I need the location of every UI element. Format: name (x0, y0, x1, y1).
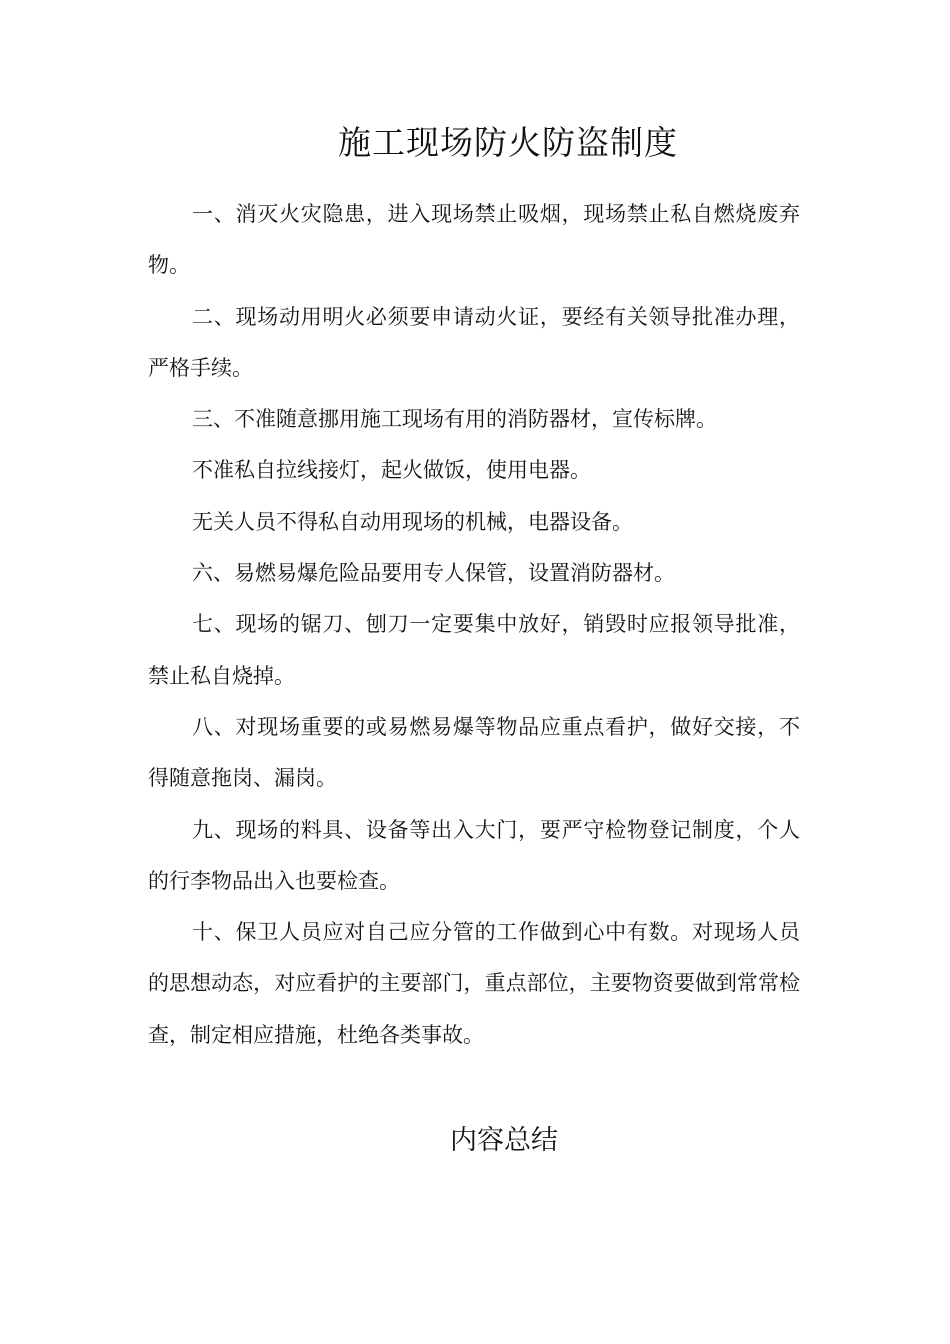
paragraph-5: 无关人员不得私自动用现场的机械，电器设备。 (192, 509, 633, 534)
paragraph-8: 八、对现场重要的或易燃易爆等物品应重点看护，做好交接，不得随意拖岗、漏岗。 (148, 714, 800, 791)
paragraph-3: 三、不准随意挪用施工现场有用的消防器材，宣传标牌。 (192, 407, 717, 432)
paragraph-1: 一、消灭火灾隐患，进入现场禁止吸烟，现场禁止私自燃烧废弃物。 (148, 202, 800, 278)
document-body (148, 189, 800, 1061)
summary-heading: 内容总结 (450, 1125, 558, 1156)
paragraph-2: 二、现场动用明火必须要申请动火证，要经有关领导批准办理，严格手续。 (148, 304, 800, 380)
paragraph-6: 六、易燃易爆危险品要用专人保管，设置消防器材。 (192, 561, 675, 586)
paragraph-10: 十、保卫人员应对自己应分管的工作做到心中有数。对现场人员的思想动态，对应看护的主要部门，重点部位，主要物资要做到常常检查，制定相应措施，杜绝各类事故。 (148, 920, 800, 1047)
paragraph-7: 七、现场的锯刀、刨刀一定要集中放好，销毁时应报领导批准，禁止私自烧掉。 (148, 612, 800, 688)
page-title: 施工现场防火防盗制度 (338, 123, 678, 162)
paragraph-9: 九、现场的料具、设备等出入大门，要严守检物登记制度，个人的行李物品出入也要检查。 (148, 817, 800, 893)
paragraph-4: 不准私自拉线接灯，起火做饭，使用电器。 (192, 458, 591, 483)
